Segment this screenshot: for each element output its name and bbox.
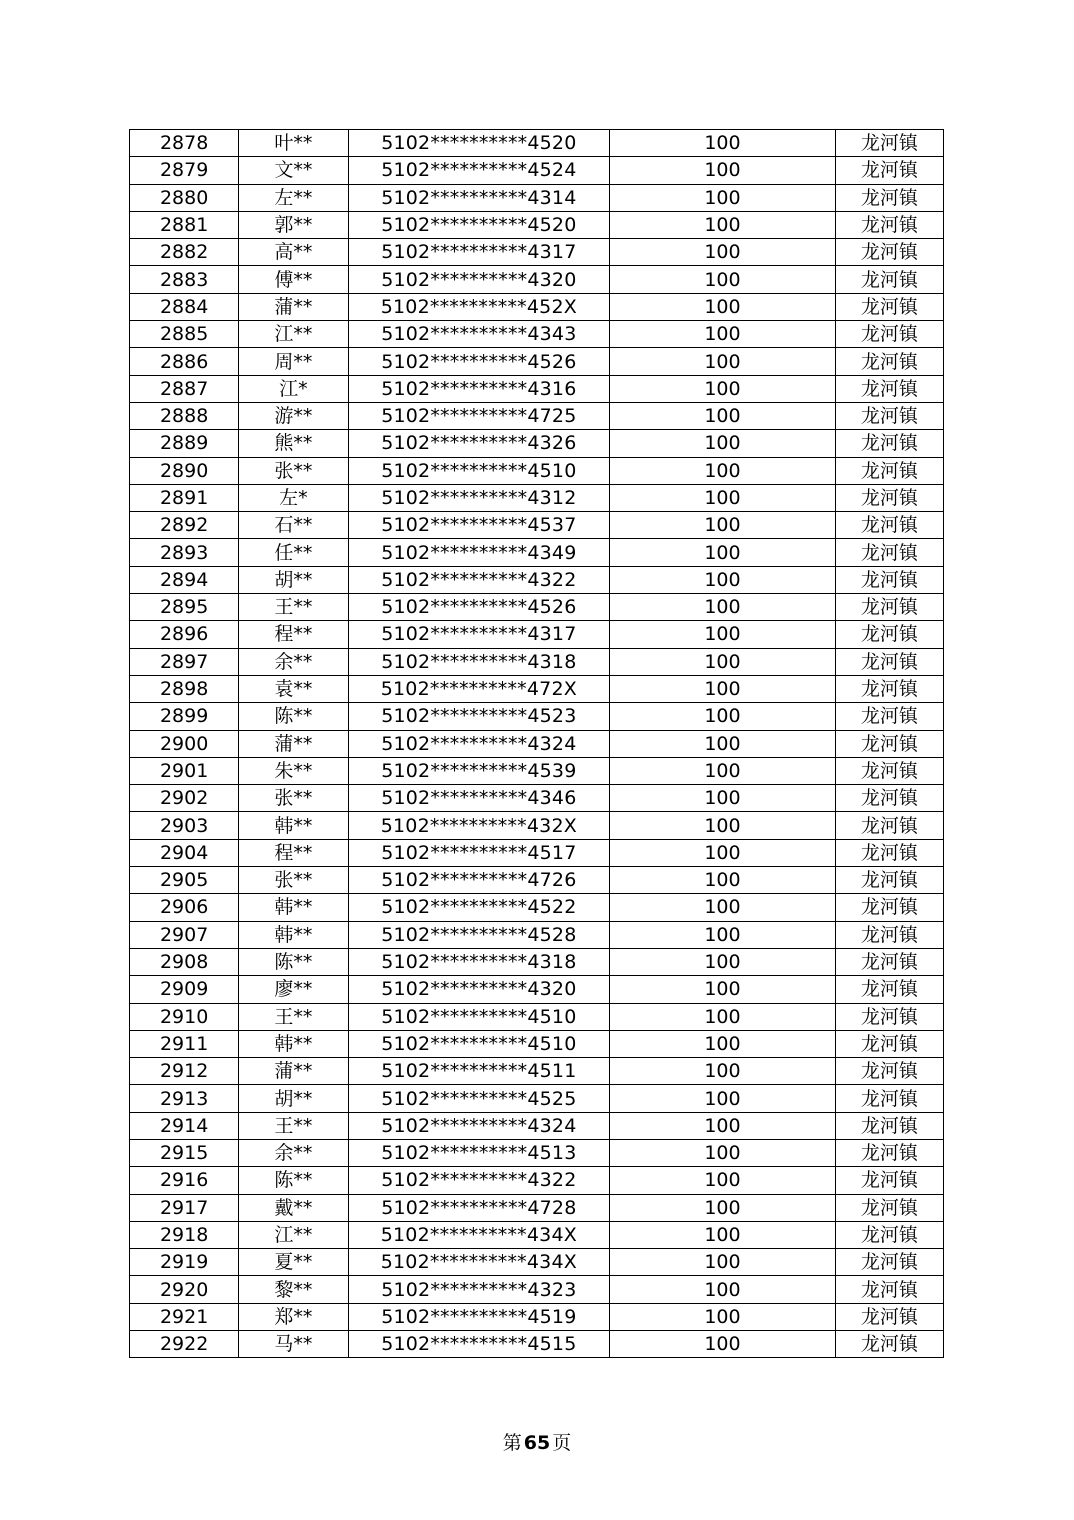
serial-number-cell: 2913 bbox=[130, 1085, 239, 1112]
name-cell: 王** bbox=[239, 1003, 348, 1030]
serial-number-cell: 2899 bbox=[130, 703, 239, 730]
name-cell: 张** bbox=[239, 785, 348, 812]
table-row bbox=[130, 594, 944, 621]
town-cell: 龙河镇 bbox=[835, 293, 943, 320]
name-cell: 廖** bbox=[239, 976, 348, 1003]
town-cell: 龙河镇 bbox=[835, 348, 943, 375]
serial-number-cell: 2885 bbox=[130, 321, 239, 348]
page-footer bbox=[0, 1428, 1074, 1455]
serial-number-cell: 2895 bbox=[130, 594, 239, 621]
serial-number-cell: 2890 bbox=[130, 457, 239, 484]
serial-number-cell: 2889 bbox=[130, 430, 239, 457]
name-cell: 戴** bbox=[239, 1194, 348, 1221]
name-cell: 江* bbox=[239, 375, 348, 402]
town-cell: 龙河镇 bbox=[835, 757, 943, 784]
amount-cell: 100 bbox=[610, 1085, 836, 1112]
name-cell: 韩** bbox=[239, 812, 348, 839]
serial-number-cell: 2888 bbox=[130, 402, 239, 429]
id-number-cell: 5102**********4312 bbox=[348, 484, 610, 511]
serial-number-cell: 2922 bbox=[130, 1331, 239, 1358]
id-number-cell: 5102**********472X bbox=[348, 675, 610, 702]
name-cell: 王** bbox=[239, 594, 348, 621]
table-row bbox=[130, 730, 944, 757]
town-cell: 龙河镇 bbox=[835, 675, 943, 702]
name-cell: 夏** bbox=[239, 1249, 348, 1276]
table-row bbox=[130, 839, 944, 866]
name-cell: 傅** bbox=[239, 266, 348, 293]
amount-cell: 100 bbox=[610, 675, 836, 702]
name-cell: 胡** bbox=[239, 1085, 348, 1112]
serial-number-cell: 2897 bbox=[130, 648, 239, 675]
town-cell: 龙河镇 bbox=[835, 184, 943, 211]
name-cell: 游** bbox=[239, 402, 348, 429]
name-cell: 张** bbox=[239, 457, 348, 484]
id-number-cell: 5102**********4519 bbox=[348, 1303, 610, 1330]
name-cell: 陈** bbox=[239, 948, 348, 975]
serial-number-cell: 2903 bbox=[130, 812, 239, 839]
name-cell: 江** bbox=[239, 1221, 348, 1248]
serial-number-cell: 2887 bbox=[130, 375, 239, 402]
table-row bbox=[130, 348, 944, 375]
id-number-cell: 5102**********4526 bbox=[348, 594, 610, 621]
table-row bbox=[130, 293, 944, 320]
table-row bbox=[130, 921, 944, 948]
town-cell: 龙河镇 bbox=[835, 1139, 943, 1166]
town-cell: 龙河镇 bbox=[835, 1194, 943, 1221]
serial-number-cell: 2896 bbox=[130, 621, 239, 648]
table-row bbox=[130, 1139, 944, 1166]
amount-cell: 100 bbox=[610, 457, 836, 484]
name-cell: 左* bbox=[239, 484, 348, 511]
serial-number-cell: 2908 bbox=[130, 948, 239, 975]
serial-number-cell: 2920 bbox=[130, 1276, 239, 1303]
id-number-cell: 5102**********4510 bbox=[348, 1030, 610, 1057]
name-cell: 胡** bbox=[239, 566, 348, 593]
town-cell: 龙河镇 bbox=[835, 1112, 943, 1139]
amount-cell: 100 bbox=[610, 1112, 836, 1139]
id-number-cell: 5102**********4317 bbox=[348, 621, 610, 648]
table-row bbox=[130, 785, 944, 812]
table-row bbox=[130, 1112, 944, 1139]
id-number-cell: 5102**********4520 bbox=[348, 211, 610, 238]
table-row bbox=[130, 402, 944, 429]
amount-cell: 100 bbox=[610, 321, 836, 348]
name-cell: 蒲** bbox=[239, 1058, 348, 1085]
serial-number-cell: 2905 bbox=[130, 867, 239, 894]
serial-number-cell: 2880 bbox=[130, 184, 239, 211]
id-number-cell: 5102**********4314 bbox=[348, 184, 610, 211]
serial-number-cell: 2893 bbox=[130, 539, 239, 566]
serial-number-cell: 2902 bbox=[130, 785, 239, 812]
name-cell: 高** bbox=[239, 239, 348, 266]
id-number-cell: 5102**********4323 bbox=[348, 1276, 610, 1303]
id-number-cell: 5102**********4320 bbox=[348, 266, 610, 293]
name-cell: 郭** bbox=[239, 211, 348, 238]
amount-cell: 100 bbox=[610, 130, 836, 157]
table-row bbox=[130, 239, 944, 266]
town-cell: 龙河镇 bbox=[835, 1331, 943, 1358]
name-cell: 叶** bbox=[239, 130, 348, 157]
town-cell: 龙河镇 bbox=[835, 703, 943, 730]
table-row bbox=[130, 321, 944, 348]
serial-number-cell: 2904 bbox=[130, 839, 239, 866]
table-row bbox=[130, 976, 944, 1003]
id-number-cell: 5102**********434X bbox=[348, 1221, 610, 1248]
town-cell: 龙河镇 bbox=[835, 539, 943, 566]
amount-cell: 100 bbox=[610, 402, 836, 429]
amount-cell: 100 bbox=[610, 539, 836, 566]
town-cell: 龙河镇 bbox=[835, 894, 943, 921]
id-number-cell: 5102**********4343 bbox=[348, 321, 610, 348]
page-number: 65 bbox=[523, 1432, 551, 1454]
amount-cell: 100 bbox=[610, 1221, 836, 1248]
name-cell: 黎** bbox=[239, 1276, 348, 1303]
serial-number-cell: 2919 bbox=[130, 1249, 239, 1276]
table-row bbox=[130, 948, 944, 975]
amount-cell: 100 bbox=[610, 184, 836, 211]
id-number-cell: 5102**********4318 bbox=[348, 948, 610, 975]
table-row bbox=[130, 1331, 944, 1358]
table-row bbox=[130, 512, 944, 539]
town-cell: 龙河镇 bbox=[835, 1276, 943, 1303]
table-row bbox=[130, 157, 944, 184]
town-cell: 龙河镇 bbox=[835, 321, 943, 348]
table-row bbox=[130, 184, 944, 211]
name-cell: 陈** bbox=[239, 1167, 348, 1194]
serial-number-cell: 2921 bbox=[130, 1303, 239, 1330]
amount-cell: 100 bbox=[610, 430, 836, 457]
serial-number-cell: 2915 bbox=[130, 1139, 239, 1166]
id-number-cell: 5102**********4322 bbox=[348, 566, 610, 593]
id-number-cell: 5102**********4528 bbox=[348, 921, 610, 948]
town-cell: 龙河镇 bbox=[835, 430, 943, 457]
amount-cell: 100 bbox=[610, 1003, 836, 1030]
town-cell: 龙河镇 bbox=[835, 1221, 943, 1248]
serial-number-cell: 2911 bbox=[130, 1030, 239, 1057]
table-row bbox=[130, 484, 944, 511]
table-row bbox=[130, 539, 944, 566]
name-cell: 程** bbox=[239, 839, 348, 866]
name-cell: 郑** bbox=[239, 1303, 348, 1330]
table-row bbox=[130, 375, 944, 402]
serial-number-cell: 2900 bbox=[130, 730, 239, 757]
town-cell: 龙河镇 bbox=[835, 948, 943, 975]
id-number-cell: 5102**********4510 bbox=[348, 457, 610, 484]
name-cell: 韩** bbox=[239, 1030, 348, 1057]
amount-cell: 100 bbox=[610, 976, 836, 1003]
id-number-cell: 5102**********4725 bbox=[348, 402, 610, 429]
amount-cell: 100 bbox=[610, 812, 836, 839]
table-row bbox=[130, 675, 944, 702]
town-cell: 龙河镇 bbox=[835, 375, 943, 402]
amount-cell: 100 bbox=[610, 512, 836, 539]
id-number-cell: 5102**********4349 bbox=[348, 539, 610, 566]
amount-cell: 100 bbox=[610, 621, 836, 648]
name-cell: 马** bbox=[239, 1331, 348, 1358]
table-row bbox=[130, 1194, 944, 1221]
table-row bbox=[130, 430, 944, 457]
name-cell: 王** bbox=[239, 1112, 348, 1139]
name-cell: 熊** bbox=[239, 430, 348, 457]
serial-number-cell: 2892 bbox=[130, 512, 239, 539]
town-cell: 龙河镇 bbox=[835, 1167, 943, 1194]
town-cell: 龙河镇 bbox=[835, 157, 943, 184]
town-cell: 龙河镇 bbox=[835, 730, 943, 757]
town-cell: 龙河镇 bbox=[835, 1030, 943, 1057]
town-cell: 龙河镇 bbox=[835, 839, 943, 866]
id-number-cell: 5102**********4346 bbox=[348, 785, 610, 812]
id-number-cell: 5102**********4318 bbox=[348, 648, 610, 675]
serial-number-cell: 2881 bbox=[130, 211, 239, 238]
serial-number-cell: 2914 bbox=[130, 1112, 239, 1139]
town-cell: 龙河镇 bbox=[835, 621, 943, 648]
town-cell: 龙河镇 bbox=[835, 1085, 943, 1112]
table-row bbox=[130, 1058, 944, 1085]
town-cell: 龙河镇 bbox=[835, 1058, 943, 1085]
table-row bbox=[130, 1167, 944, 1194]
id-number-cell: 5102**********4510 bbox=[348, 1003, 610, 1030]
name-cell: 张** bbox=[239, 867, 348, 894]
amount-cell: 100 bbox=[610, 948, 836, 975]
table-row bbox=[130, 812, 944, 839]
id-number-cell: 5102**********4522 bbox=[348, 894, 610, 921]
amount-cell: 100 bbox=[610, 867, 836, 894]
serial-number-cell: 2879 bbox=[130, 157, 239, 184]
town-cell: 龙河镇 bbox=[835, 512, 943, 539]
town-cell: 龙河镇 bbox=[835, 867, 943, 894]
id-number-cell: 5102**********4515 bbox=[348, 1331, 610, 1358]
amount-cell: 100 bbox=[610, 730, 836, 757]
name-cell: 余** bbox=[239, 1139, 348, 1166]
serial-number-cell: 2883 bbox=[130, 266, 239, 293]
table-row bbox=[130, 1276, 944, 1303]
amount-cell: 100 bbox=[610, 648, 836, 675]
town-cell: 龙河镇 bbox=[835, 457, 943, 484]
name-cell: 任** bbox=[239, 539, 348, 566]
table-row bbox=[130, 894, 944, 921]
id-number-cell: 5102**********4511 bbox=[348, 1058, 610, 1085]
id-number-cell: 5102**********4324 bbox=[348, 730, 610, 757]
serial-number-cell: 2912 bbox=[130, 1058, 239, 1085]
name-cell: 韩** bbox=[239, 921, 348, 948]
amount-cell: 100 bbox=[610, 348, 836, 375]
amount-cell: 100 bbox=[610, 211, 836, 238]
amount-cell: 100 bbox=[610, 894, 836, 921]
amount-cell: 100 bbox=[610, 566, 836, 593]
serial-number-cell: 2909 bbox=[130, 976, 239, 1003]
id-number-cell: 5102**********4520 bbox=[348, 130, 610, 157]
amount-cell: 100 bbox=[610, 1303, 836, 1330]
id-number-cell: 5102**********4513 bbox=[348, 1139, 610, 1166]
town-cell: 龙河镇 bbox=[835, 648, 943, 675]
name-cell: 周** bbox=[239, 348, 348, 375]
id-number-cell: 5102**********4726 bbox=[348, 867, 610, 894]
name-cell: 程** bbox=[239, 621, 348, 648]
id-number-cell: 5102**********4728 bbox=[348, 1194, 610, 1221]
amount-cell: 100 bbox=[610, 921, 836, 948]
amount-cell: 100 bbox=[610, 839, 836, 866]
roster-table-body bbox=[130, 130, 944, 1358]
id-number-cell: 5102**********4326 bbox=[348, 430, 610, 457]
serial-number-cell: 2916 bbox=[130, 1167, 239, 1194]
name-cell: 文** bbox=[239, 157, 348, 184]
table-row bbox=[130, 621, 944, 648]
name-cell: 朱** bbox=[239, 757, 348, 784]
table-row bbox=[130, 867, 944, 894]
id-number-cell: 5102**********4316 bbox=[348, 375, 610, 402]
table-row bbox=[130, 1003, 944, 1030]
id-number-cell: 5102**********4526 bbox=[348, 348, 610, 375]
table-row bbox=[130, 266, 944, 293]
town-cell: 龙河镇 bbox=[835, 1249, 943, 1276]
table-row bbox=[130, 1085, 944, 1112]
amount-cell: 100 bbox=[610, 1030, 836, 1057]
id-number-cell: 5102**********4524 bbox=[348, 157, 610, 184]
name-cell: 左** bbox=[239, 184, 348, 211]
serial-number-cell: 2907 bbox=[130, 921, 239, 948]
page-footer-suffix: 页 bbox=[552, 1432, 572, 1454]
town-cell: 龙河镇 bbox=[835, 812, 943, 839]
amount-cell: 100 bbox=[610, 1249, 836, 1276]
town-cell: 龙河镇 bbox=[835, 976, 943, 1003]
serial-number-cell: 2878 bbox=[130, 130, 239, 157]
id-number-cell: 5102**********4324 bbox=[348, 1112, 610, 1139]
town-cell: 龙河镇 bbox=[835, 402, 943, 429]
table-row bbox=[130, 757, 944, 784]
amount-cell: 100 bbox=[610, 375, 836, 402]
id-number-cell: 5102**********4537 bbox=[348, 512, 610, 539]
amount-cell: 100 bbox=[610, 1276, 836, 1303]
town-cell: 龙河镇 bbox=[835, 594, 943, 621]
town-cell: 龙河镇 bbox=[835, 484, 943, 511]
serial-number-cell: 2901 bbox=[130, 757, 239, 784]
amount-cell: 100 bbox=[610, 239, 836, 266]
serial-number-cell: 2898 bbox=[130, 675, 239, 702]
town-cell: 龙河镇 bbox=[835, 566, 943, 593]
table-row bbox=[130, 457, 944, 484]
town-cell: 龙河镇 bbox=[835, 921, 943, 948]
table-row bbox=[130, 130, 944, 157]
name-cell: 余** bbox=[239, 648, 348, 675]
amount-cell: 100 bbox=[610, 703, 836, 730]
name-cell: 陈** bbox=[239, 703, 348, 730]
town-cell: 龙河镇 bbox=[835, 1303, 943, 1330]
serial-number-cell: 2906 bbox=[130, 894, 239, 921]
amount-cell: 100 bbox=[610, 1331, 836, 1358]
town-cell: 龙河镇 bbox=[835, 211, 943, 238]
serial-number-cell: 2882 bbox=[130, 239, 239, 266]
amount-cell: 100 bbox=[610, 1139, 836, 1166]
amount-cell: 100 bbox=[610, 1167, 836, 1194]
town-cell: 龙河镇 bbox=[835, 1003, 943, 1030]
table-row bbox=[130, 648, 944, 675]
town-cell: 龙河镇 bbox=[835, 785, 943, 812]
serial-number-cell: 2886 bbox=[130, 348, 239, 375]
amount-cell: 100 bbox=[610, 157, 836, 184]
name-cell: 蒲** bbox=[239, 293, 348, 320]
town-cell: 龙河镇 bbox=[835, 130, 943, 157]
id-number-cell: 5102**********4322 bbox=[348, 1167, 610, 1194]
serial-number-cell: 2891 bbox=[130, 484, 239, 511]
id-number-cell: 5102**********4523 bbox=[348, 703, 610, 730]
amount-cell: 100 bbox=[610, 594, 836, 621]
table-row bbox=[130, 1303, 944, 1330]
roster-table bbox=[129, 129, 944, 1358]
serial-number-cell: 2910 bbox=[130, 1003, 239, 1030]
page-footer-prefix: 第 bbox=[502, 1432, 522, 1454]
amount-cell: 100 bbox=[610, 785, 836, 812]
name-cell: 蒲** bbox=[239, 730, 348, 757]
amount-cell: 100 bbox=[610, 757, 836, 784]
id-number-cell: 5102**********4317 bbox=[348, 239, 610, 266]
id-number-cell: 5102**********4539 bbox=[348, 757, 610, 784]
town-cell: 龙河镇 bbox=[835, 239, 943, 266]
id-number-cell: 5102**********452X bbox=[348, 293, 610, 320]
table-row bbox=[130, 566, 944, 593]
town-cell: 龙河镇 bbox=[835, 266, 943, 293]
name-cell: 韩** bbox=[239, 894, 348, 921]
amount-cell: 100 bbox=[610, 293, 836, 320]
table-row bbox=[130, 1030, 944, 1057]
id-number-cell: 5102**********4517 bbox=[348, 839, 610, 866]
serial-number-cell: 2918 bbox=[130, 1221, 239, 1248]
amount-cell: 100 bbox=[610, 1058, 836, 1085]
id-number-cell: 5102**********4525 bbox=[348, 1085, 610, 1112]
table-row bbox=[130, 1221, 944, 1248]
amount-cell: 100 bbox=[610, 266, 836, 293]
id-number-cell: 5102**********432X bbox=[348, 812, 610, 839]
table-row bbox=[130, 211, 944, 238]
serial-number-cell: 2917 bbox=[130, 1194, 239, 1221]
name-cell: 石** bbox=[239, 512, 348, 539]
name-cell: 江** bbox=[239, 321, 348, 348]
id-number-cell: 5102**********4320 bbox=[348, 976, 610, 1003]
table-row bbox=[130, 1249, 944, 1276]
amount-cell: 100 bbox=[610, 484, 836, 511]
serial-number-cell: 2894 bbox=[130, 566, 239, 593]
id-number-cell: 5102**********434X bbox=[348, 1249, 610, 1276]
table-row bbox=[130, 703, 944, 730]
amount-cell: 100 bbox=[610, 1194, 836, 1221]
serial-number-cell: 2884 bbox=[130, 293, 239, 320]
name-cell: 袁** bbox=[239, 675, 348, 702]
